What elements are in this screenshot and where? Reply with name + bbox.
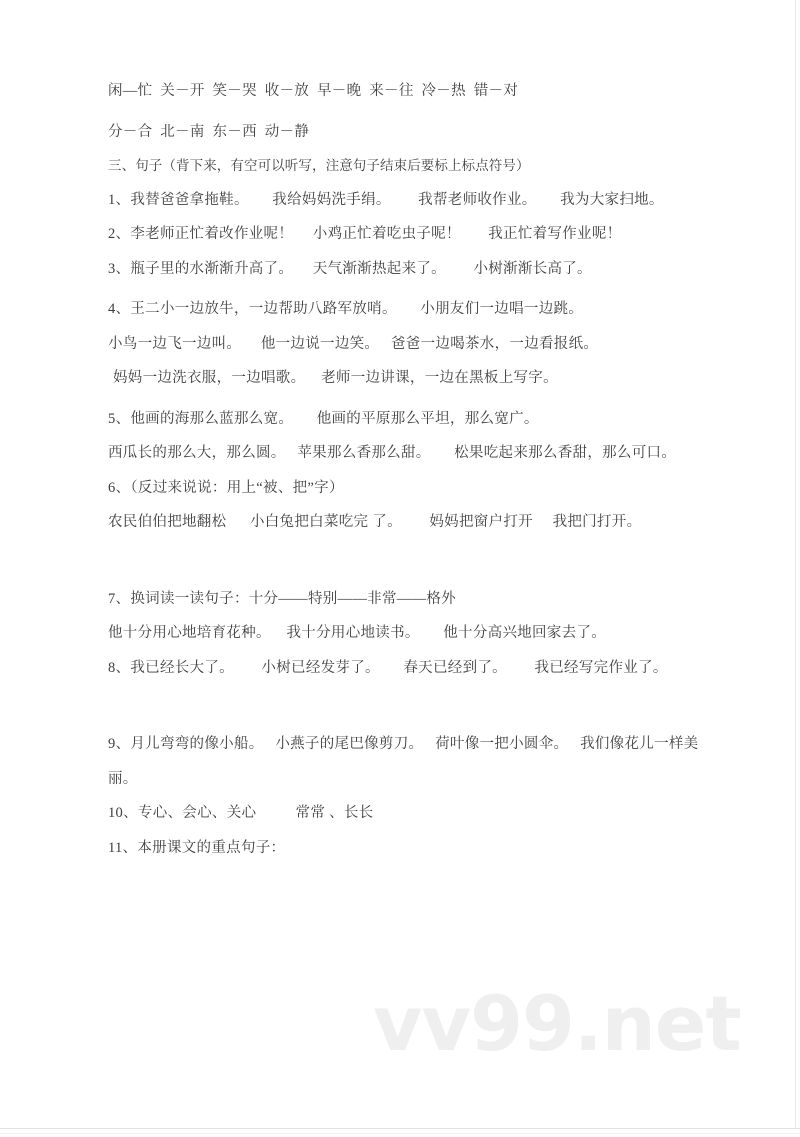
sentence-item-11: 11、本册课文的重点句子： [108, 839, 286, 856]
sentence-item-4: 4、王二小一边放牛，一边帮助八路军放哨。 小朋友们一边唱一边跳。 [108, 301, 584, 317]
sentence-item-7: 7、换词读一读句子：十分——特别——非常——格外 [108, 590, 456, 607]
section-heading-sentences: 三、句子（背下来，有空可以听写，注意句子结束后要标上标点符号） [108, 158, 530, 173]
document-body [108, 84, 708, 875]
antonym-row-1: 闲—忙 关－开 笑－哭 收－放 早－晚 来－往 冷－热 错－对 [108, 83, 519, 99]
sentence-item-4-line-3: 妈妈一边洗衣服，一边唱歌。 老师一边讲课，一边在黑板上写字。 [113, 370, 558, 386]
sentence-item-6: 6、（反过来说说：用上“被、把”字） [108, 479, 344, 496]
sentence-item-7-line-2: 他十分用心地培育花种。 我十分用心地读书。 他十分高兴地回家去了。 [108, 625, 607, 641]
antonym-row-2: 分－合 北－南 东－西 动－静 [108, 123, 310, 140]
page-border-bottom-secondary [0, 1133, 800, 1134]
page-border-bottom [0, 1128, 800, 1129]
sentence-item-5: 5、他画的海那么蓝那么宽。 他画的平原那么平坦，那么宽广。 [108, 410, 539, 427]
sentence-item-10: 10、专心、会心、关心 常常 、长长 [108, 805, 374, 821]
sentence-item-4-line-2: 小鸟一边飞一边叫。 他一边说一边笑。 爸爸一边喝茶水，一边看报纸。 [108, 335, 599, 352]
sentence-item-3: 3、瓶子里的水渐渐升高了。 天气渐渐热起来了。 小树渐渐长高了。 [108, 260, 592, 277]
sentence-item-9-line-2: 丽。 [108, 770, 138, 787]
page-border-right [795, 0, 796, 1129]
sentence-item-5-line-2: 西瓜长的那么大，那么圆。 苹果那么香那么甜。 松果吃起来那么香甜，那么可口。 [108, 445, 677, 461]
sentence-item-8: 8、我已经长大了。 小树已经发芽了。 春天已经到了。 我已经写完作业了。 [108, 659, 668, 676]
site-watermark: vv99.net [373, 979, 741, 1068]
sentence-item-2: 2、李老师正忙着改作业呢！ 小鸡正忙着吃虫子呢！ 我正忙着写作业呢！ [108, 226, 622, 242]
sentence-item-9: 9、月儿弯弯的像小船。 小燕子的尾巴像剪刀。 荷叶像一把小圆伞。 我们像花儿一样美 [108, 736, 699, 752]
sentence-item-1: 1、我替爸爸拿拖鞋。 我给妈妈洗手绢。 我帮老师收作业。 我为大家扫地。 [108, 191, 664, 208]
sentence-item-6-line-2: 农民伯伯把地翻松 小白兔把白菜吃完 了。 妈妈把窗户打开 我把门打开。 [108, 514, 642, 530]
